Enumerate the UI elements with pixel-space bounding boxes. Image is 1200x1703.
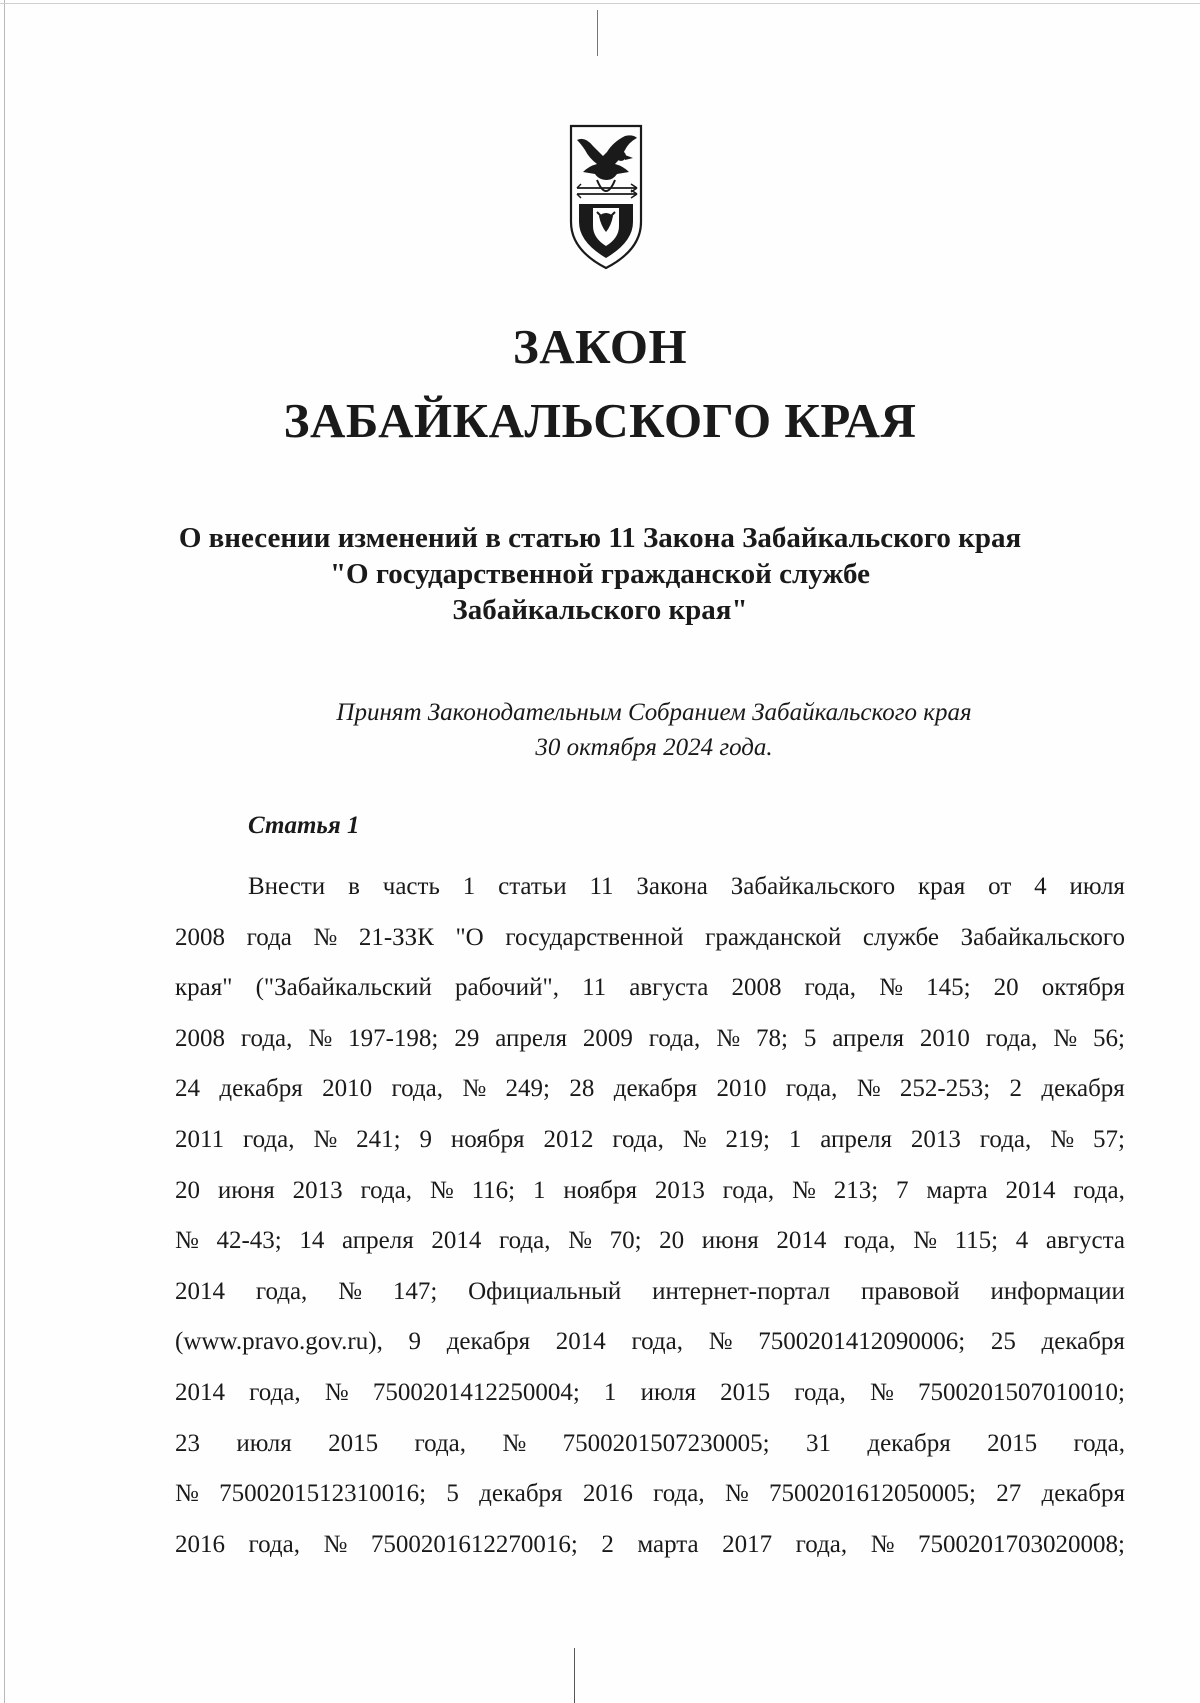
body-word: года, bbox=[1073, 1429, 1125, 1457]
body-word: апреля bbox=[832, 1024, 904, 1052]
body-word: 2016 bbox=[582, 1480, 633, 1508]
body-word: № bbox=[870, 1530, 895, 1558]
scan-edge-left bbox=[4, 0, 5, 1703]
body-word: июля bbox=[1069, 873, 1125, 900]
body-word: года, bbox=[785, 1075, 838, 1103]
body-word: 11 bbox=[582, 974, 607, 1002]
body-word: 5 bbox=[446, 1480, 459, 1508]
body-word: Забайкальского bbox=[960, 923, 1125, 951]
body-word: № bbox=[568, 1227, 592, 1255]
body-word: 2014 bbox=[431, 1227, 482, 1255]
body-word: 24 bbox=[175, 1075, 200, 1103]
body-word: ("Забайкальский bbox=[255, 974, 432, 1002]
body-word: гражданской bbox=[705, 923, 842, 951]
body-word: 7500201412090006; bbox=[758, 1328, 966, 1356]
body-word: № bbox=[462, 1075, 487, 1103]
adoption-date: 30 октября 2024 года. bbox=[535, 734, 773, 761]
body-word: 25 bbox=[990, 1328, 1016, 1356]
body-word: № bbox=[338, 1277, 362, 1305]
body-word: 7500201512310016; bbox=[219, 1480, 427, 1508]
body-word: 2 bbox=[601, 1530, 614, 1558]
body-word: декабря bbox=[219, 1075, 303, 1103]
body-word: 1 bbox=[788, 1126, 802, 1153]
body-word: декабря bbox=[1041, 1480, 1125, 1508]
body-word: 20 bbox=[993, 974, 1019, 1002]
body-word: № bbox=[682, 1126, 707, 1153]
body-word: 115; bbox=[954, 1227, 999, 1255]
body-word: информации bbox=[990, 1277, 1125, 1305]
body-line bbox=[248, 874, 1125, 899]
body-word: государственной bbox=[505, 923, 684, 951]
body-word: года, bbox=[794, 1379, 846, 1406]
body-word: 7500201412250004; bbox=[372, 1379, 580, 1406]
coat-of-arms-emblem-icon bbox=[567, 122, 645, 272]
body-word: Закона bbox=[636, 873, 708, 900]
body-word: от bbox=[988, 873, 1012, 900]
body-word: 145; bbox=[926, 974, 971, 1002]
body-word: декабря bbox=[613, 1075, 698, 1103]
body-word: 249; bbox=[505, 1075, 550, 1103]
body-word: (www.pravo.gov.ru), bbox=[175, 1328, 383, 1356]
body-word: июня bbox=[701, 1227, 759, 1255]
body-word: "О bbox=[455, 923, 484, 951]
body-word: года, bbox=[722, 1176, 775, 1204]
body-line bbox=[175, 1076, 1125, 1101]
body-word: августа bbox=[629, 974, 709, 1002]
body-word: 7500201612050005; bbox=[769, 1480, 976, 1508]
body-word: 2016 bbox=[175, 1530, 225, 1558]
body-word: 116; bbox=[471, 1176, 516, 1204]
body-word: 147; bbox=[392, 1277, 438, 1305]
body-word: № bbox=[724, 1480, 749, 1508]
body-word: края" bbox=[175, 974, 233, 1002]
body-line bbox=[175, 1178, 1125, 1203]
body-word: 197-198; bbox=[348, 1024, 439, 1052]
body-word: года, bbox=[979, 1126, 1032, 1153]
body-word: № bbox=[879, 974, 903, 1002]
body-word: 11 bbox=[589, 873, 614, 900]
body-word: 2 bbox=[1009, 1075, 1023, 1103]
law-subject-line: О внесении изменений в статью 11 Закона Забайкальского края bbox=[178, 522, 1022, 554]
body-word: № bbox=[308, 1024, 333, 1052]
body-word: июля bbox=[640, 1379, 696, 1406]
body-word: края bbox=[918, 873, 966, 900]
body-word: 2010 bbox=[322, 1075, 373, 1103]
body-word: Забайкальского bbox=[730, 873, 896, 900]
body-word: правовой bbox=[860, 1277, 960, 1305]
body-word: в bbox=[348, 873, 360, 900]
body-word: Официальный bbox=[468, 1277, 622, 1305]
body-word: 4 bbox=[1015, 1227, 1029, 1255]
body-word: № bbox=[324, 1379, 349, 1406]
body-word: декабря bbox=[479, 1480, 563, 1508]
body-word: 2017 bbox=[722, 1530, 773, 1558]
body-word: № bbox=[502, 1429, 527, 1457]
body-word: № bbox=[869, 1379, 894, 1406]
law-title: ЗАКОН bbox=[512, 319, 688, 374]
body-word: 2014 bbox=[776, 1227, 827, 1255]
body-word: года, bbox=[631, 1328, 683, 1356]
body-word: 42-43; bbox=[216, 1227, 282, 1255]
body-word: года, bbox=[255, 1277, 308, 1305]
body-word: 9 bbox=[419, 1126, 432, 1153]
body-word: 7500201703020008; bbox=[918, 1530, 1125, 1558]
body-word: № bbox=[913, 1227, 937, 1255]
body-word: 2010 bbox=[716, 1075, 767, 1103]
body-word: 70; bbox=[609, 1227, 642, 1255]
body-word: № bbox=[429, 1176, 454, 1204]
body-word: года, bbox=[240, 1024, 293, 1052]
fold-mark-top bbox=[597, 10, 598, 56]
body-word: 2014 bbox=[1005, 1176, 1056, 1204]
body-line bbox=[175, 1279, 1125, 1304]
body-word: октября bbox=[1041, 974, 1125, 1002]
body-word: № bbox=[1050, 1126, 1075, 1153]
body-word: года, bbox=[360, 1176, 412, 1204]
body-word: статьи bbox=[498, 873, 567, 900]
body-word: № bbox=[175, 1480, 199, 1508]
body-word: 2008 bbox=[175, 1024, 225, 1052]
body-word: № bbox=[323, 1530, 348, 1558]
body-word: 2014 bbox=[175, 1379, 225, 1406]
body-word: 2011 bbox=[175, 1126, 225, 1153]
body-word: 7500201507230005; bbox=[562, 1429, 770, 1457]
body-word: декабря bbox=[1041, 1328, 1125, 1356]
body-word: года, bbox=[248, 1530, 300, 1558]
body-word: года, bbox=[804, 974, 857, 1002]
body-line bbox=[175, 1127, 1125, 1152]
body-word: года, bbox=[653, 1480, 705, 1508]
body-word: декабря bbox=[446, 1328, 531, 1356]
adoption-note: Принят Законодательным Собранием Забайкальского края bbox=[336, 699, 972, 726]
body-word: 2013 bbox=[654, 1176, 705, 1204]
body-word: 4 bbox=[1034, 873, 1047, 900]
body-word: интернет-портал bbox=[652, 1277, 831, 1305]
body-word: 78; bbox=[755, 1024, 788, 1052]
body-word: № bbox=[175, 1227, 199, 1255]
body-word: 5 bbox=[803, 1024, 817, 1052]
body-word: 27 bbox=[996, 1480, 1022, 1508]
body-word: 2014 bbox=[555, 1328, 606, 1356]
body-word: апреля bbox=[495, 1024, 567, 1052]
body-word: года, bbox=[414, 1429, 467, 1457]
body-word: 219; bbox=[725, 1126, 770, 1153]
body-word: 252-253; bbox=[899, 1075, 991, 1103]
body-line bbox=[175, 975, 1125, 1000]
body-word: года, bbox=[1073, 1176, 1125, 1204]
body-word: 29 bbox=[454, 1024, 480, 1052]
body-word: 57; bbox=[1092, 1126, 1125, 1153]
body-word: марта bbox=[637, 1530, 699, 1558]
article-heading: Статья 1 bbox=[248, 812, 360, 839]
body-word: часть bbox=[382, 873, 440, 900]
body-word: года, bbox=[985, 1024, 1038, 1052]
body-word: 7500201507010010; bbox=[917, 1379, 1125, 1406]
body-word: 9 bbox=[408, 1328, 421, 1356]
body-word: 2015 bbox=[328, 1429, 379, 1457]
body-word: декабря bbox=[867, 1429, 951, 1457]
body-line bbox=[175, 1481, 1125, 1506]
body-word: 20 bbox=[659, 1227, 685, 1255]
body-line bbox=[175, 1228, 1125, 1253]
body-word: 1 bbox=[532, 1176, 546, 1204]
body-word: 14 bbox=[299, 1227, 325, 1255]
body-line bbox=[175, 1532, 1125, 1557]
body-word: 1 bbox=[462, 873, 476, 900]
body-word: 2010 bbox=[919, 1024, 970, 1052]
body-word: 241; bbox=[356, 1126, 401, 1153]
body-word: 2014 bbox=[175, 1277, 225, 1305]
body-word: года, bbox=[612, 1126, 664, 1153]
body-word: № bbox=[1053, 1024, 1078, 1052]
body-line bbox=[175, 1026, 1125, 1051]
body-word: 1 bbox=[603, 1379, 617, 1406]
body-word: ноября bbox=[563, 1176, 637, 1204]
body-word: 2008 bbox=[731, 974, 782, 1002]
body-word: 28 bbox=[569, 1075, 595, 1103]
body-word: 31 bbox=[805, 1429, 831, 1457]
body-word: 7 bbox=[896, 1176, 909, 1204]
body-word: августа bbox=[1045, 1227, 1125, 1255]
body-word: года, bbox=[795, 1530, 848, 1558]
body-word: службе bbox=[862, 923, 939, 951]
body-word: № bbox=[792, 1176, 816, 1204]
body-word: декабря bbox=[1041, 1075, 1125, 1103]
body-word: рабочий", bbox=[454, 974, 559, 1002]
law-subject-line: "О государственной гражданской службе bbox=[329, 558, 871, 590]
body-word: 2009 bbox=[582, 1024, 633, 1052]
body-word: 23 bbox=[175, 1429, 200, 1457]
body-line bbox=[175, 1329, 1125, 1354]
body-word: Внести bbox=[248, 873, 326, 900]
body-word: апреля bbox=[820, 1126, 892, 1153]
body-word: 2015 bbox=[987, 1429, 1038, 1457]
law-region-title: ЗАБАЙКАЛЬСКОГО КРАЯ bbox=[283, 393, 917, 448]
body-line bbox=[175, 1431, 1125, 1456]
body-line bbox=[175, 1380, 1125, 1405]
body-word: года, bbox=[498, 1227, 551, 1255]
body-word: года bbox=[246, 923, 292, 951]
body-word: года, bbox=[249, 1379, 301, 1406]
scan-edge-top bbox=[0, 3, 1200, 4]
body-word: 21-ЗЗК bbox=[358, 923, 434, 951]
body-word: 7500201612270016; bbox=[370, 1530, 578, 1558]
body-word: № bbox=[716, 1024, 741, 1052]
body-word: № bbox=[313, 923, 338, 951]
body-line bbox=[175, 925, 1125, 950]
body-word: 56; bbox=[1093, 1024, 1125, 1052]
body-word: 213; bbox=[833, 1176, 879, 1204]
body-word: 2015 bbox=[720, 1379, 771, 1406]
body-word: года, bbox=[648, 1024, 701, 1052]
body-word: года, bbox=[242, 1126, 295, 1153]
law-subject-line: Забайкальского края" bbox=[452, 594, 748, 626]
body-word: 2012 bbox=[543, 1126, 594, 1153]
body-word: апреля bbox=[342, 1227, 414, 1255]
body-word: июня bbox=[217, 1176, 275, 1204]
body-word: года, bbox=[391, 1075, 443, 1103]
body-word: года, bbox=[843, 1227, 896, 1255]
body-word: 20 bbox=[175, 1176, 200, 1204]
body-word: № bbox=[856, 1075, 881, 1103]
body-word: ноября bbox=[450, 1126, 525, 1153]
body-word: 2013 bbox=[292, 1176, 343, 1204]
body-word: июля bbox=[236, 1429, 292, 1457]
body-word: 2013 bbox=[910, 1126, 961, 1153]
body-word: 2008 bbox=[175, 923, 225, 951]
body-word: № bbox=[708, 1328, 733, 1356]
body-word: марта bbox=[926, 1176, 988, 1204]
fold-mark-bottom bbox=[574, 1648, 575, 1703]
body-word: № bbox=[313, 1126, 338, 1153]
